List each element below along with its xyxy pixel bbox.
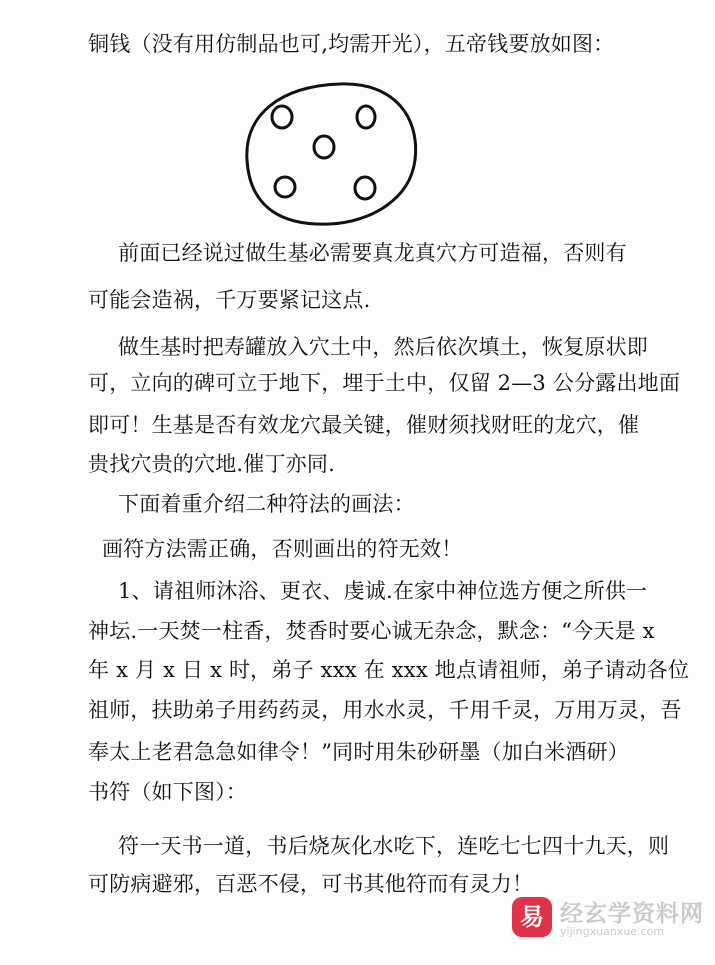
text-line-12: 年 x 月 x 日 x 时，弟子 xxx 在 xxx 地点请祖师，弟子请动各位 <box>88 658 690 682</box>
text-line-11: 神坛.一天焚一柱香，焚香时要心诚无杂念，默念：“今天是 x <box>88 619 655 643</box>
text-line-6: 即可！生基是否有效龙穴最关键，催财须找财旺的龙穴，催 <box>88 413 640 437</box>
coin-center <box>314 136 334 158</box>
site-watermark[interactable] <box>512 895 704 943</box>
text-line-8: 下面着重介绍二种符法的画法： <box>118 492 415 516</box>
text-line-10: 1、请祖师沐浴、更衣、虔诚.在家中神位选方便之所供一 <box>118 579 648 603</box>
text-line-1: 铜钱（没有用仿制品也可,均需开光），五帝钱要放如图： <box>88 32 615 56</box>
coin-top-left <box>272 106 292 128</box>
coin-top-right <box>357 106 375 128</box>
text-line-15: 书符（如下图）： <box>88 780 248 804</box>
watermark-title: 经玄学资料网 <box>560 901 704 927</box>
text-line-2: 前面已经说过做生基必需要真龙真穴方可造福，否则有 <box>118 241 627 265</box>
watermark-logo-icon <box>512 897 552 937</box>
watermark-logo-glyph: 易 <box>520 903 544 931</box>
text-line-3: 可能会造祸，千万要紧记这点. <box>88 288 371 312</box>
text-line-17: 可防病避邪，百恶不侵，可书其他符而有灵力！ <box>88 872 534 896</box>
text-line-4: 做生基时把寿罐放入穴土中，然后依次填土，恢复原状即 <box>118 335 648 359</box>
coin-bottom-left <box>275 177 295 197</box>
text-line-16: 符一天书一道，书后烧灰化水吃下，连吃七七四十九天，则 <box>118 834 670 858</box>
coin-bottom-right <box>355 177 375 199</box>
text-line-14: 奉太上老君急急如律令！”同时用朱砂研墨（加白米酒研） <box>88 740 629 764</box>
text-line-7: 贵找穴贵的穴地.催丁亦同. <box>88 452 335 476</box>
text-line-13: 祖师，扶助弟子用药药灵，用水水灵，千用千灵，万用万灵，吾 <box>88 698 682 722</box>
text-line-5: 可，立向的碑可立于地下，埋于土中，仅留 2—3 公分露出地面 <box>88 371 681 395</box>
watermark-url: yijingxuanxue.com <box>560 925 665 938</box>
text-line-9: 画符方法需正确，否则画出的符无效！ <box>102 537 463 561</box>
